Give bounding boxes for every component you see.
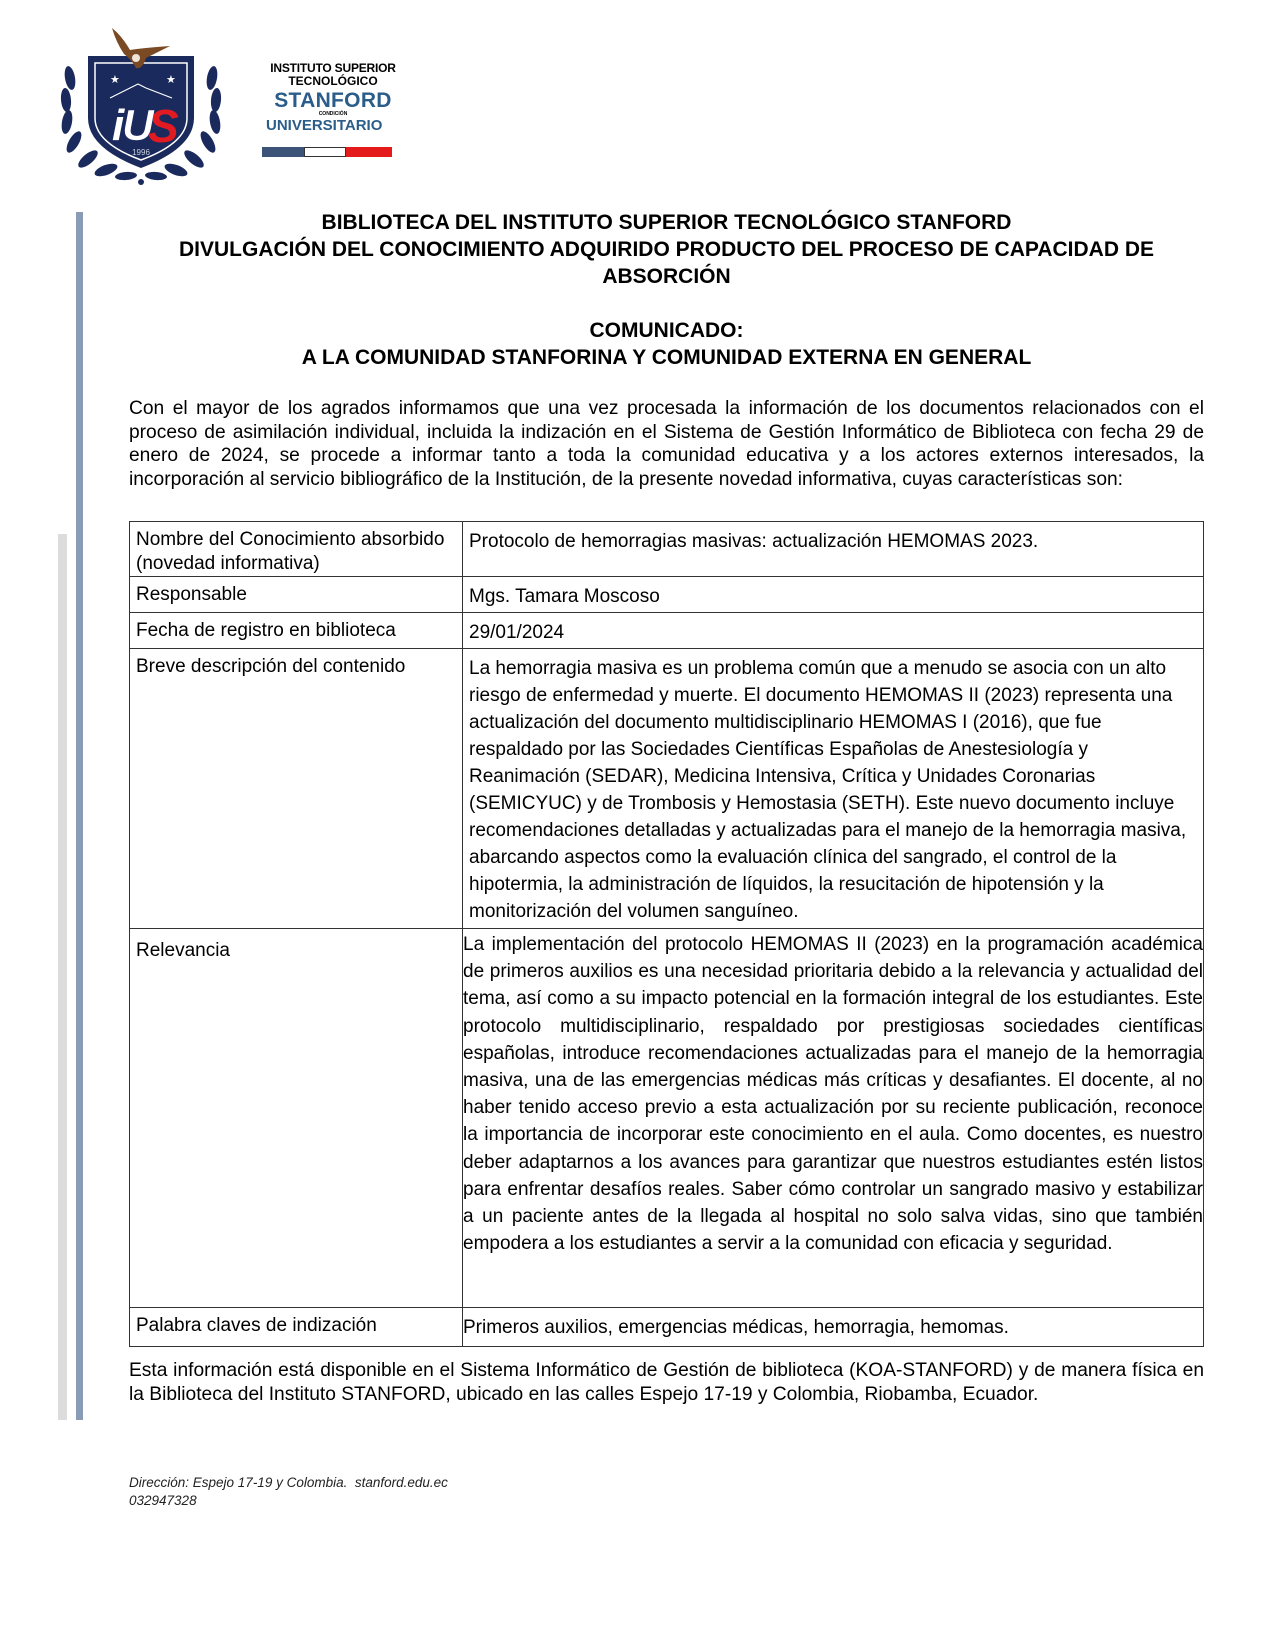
side-bar-blue	[76, 212, 83, 1420]
institution-brand	[258, 62, 408, 133]
brand-line-condition: CONDICIÓN	[318, 111, 348, 117]
document-headings	[129, 209, 1204, 371]
row-label: Fecha de registro en biblioteca	[130, 613, 463, 649]
comunicado-heading: COMUNICADO:	[589, 319, 744, 342]
flag-segment-red	[346, 147, 392, 157]
brand-line-institute: INSTITUTO SUPERIOR	[270, 61, 396, 75]
row-label: Responsable	[130, 577, 463, 613]
brand-color-bar	[262, 147, 392, 157]
table-row	[130, 929, 1204, 1308]
row-label: Nombre del Conocimiento absorbido (novedad informativa)	[130, 522, 463, 577]
svg-text:S: S	[148, 100, 179, 152]
title-line-2: DIVULGACIÓN DEL CONOCIMIENTO ADQUIRIDO PRODUCTO DEL PROCESO DE CAPACIDAD DE	[178, 238, 1154, 261]
footer-phone: 032947328	[129, 1493, 197, 1508]
footer-address: Dirección: Espejo 17-19 y Colombia. stanford.edu.ec	[129, 1475, 448, 1490]
institution-logo	[50, 18, 232, 188]
row-value: La hemorragia masiva es un problema común que a menudo se asocia con un alto riesgo de enfermedad y muerte. El documento HEMOMAS II (2023) representa una actualización del documento multidisciplinario HEMOMAS I (2016), que fue respaldado por las Sociedades Científicas Españolas de Anestesiología y Reanimación (SEDAR), Medicina Intensiva, Crítica y Unidades Coronarias (SEMICYUC) y de Trombosis y Hemostasia (SETH). Este nuevo documento incluye recomendaciones detalladas y actualizadas para el manejo de la hemorragia masiva, abarcando aspectos como la evaluación clínica del sangrado, el control de la hipotermia, la administración de líquidos, la resucitación de hipotensión y la monitorización del volumen sanguíneo.	[463, 649, 1204, 929]
row-label: Breve descripción del contenido	[130, 649, 463, 929]
knowledge-info-table	[129, 521, 1204, 1347]
title-line-3: ABSORCIÓN	[602, 265, 731, 288]
table-row	[130, 649, 1204, 929]
brand-line-stanford: STANFORD	[274, 89, 392, 112]
table-row	[130, 1308, 1204, 1347]
svg-text:1996: 1996	[132, 148, 150, 157]
row-value: Protocolo de hemorragias masivas: actualización HEMOMAS 2023.	[463, 522, 1204, 577]
side-bar-gray	[58, 534, 67, 1420]
table-row	[130, 522, 1204, 577]
row-value: Mgs. Tamara Moscoso	[463, 577, 1204, 613]
row-value: 29/01/2024	[463, 613, 1204, 649]
shield-logo-icon	[50, 18, 232, 188]
intro-paragraph: Con el mayor de los agrados informamos que una vez procesada la información de los documentos relacionados con el proceso de asimilación individual, incluida la indización en el Sistema de Gestión Informático de Biblioteca con fecha 29 de enero de 2024, se procede a informar tanto a toda la comunidad educativa y a los actores externos interesados, la incorporación al servicio bibliográfico de la Institución, de la presente novedad informativa, cuyas características son:	[129, 398, 1204, 490]
row-value: Primeros auxilios, emergencias médicas, hemorragia, hemomas.	[463, 1308, 1204, 1347]
table-row	[130, 577, 1204, 613]
row-label: Palabra claves de indización	[130, 1308, 463, 1347]
closing-paragraph: Esta información está disponible en el Sistema Informático de Gestión de biblioteca (KOA-STANFORD) y de manera física en la Biblioteca del Instituto STANFORD, ubicado en las calles Espejo 17-19 y Colombia, Riobamba, Ecuador.	[129, 1360, 1204, 1405]
svg-text:★: ★	[166, 73, 176, 86]
flag-segment-blue	[262, 147, 304, 157]
title-line-1: BIBLIOTECA DEL INSTITUTO SUPERIOR TECNOLÓGICO STANFORD	[321, 211, 1012, 234]
row-label: Relevancia	[130, 929, 463, 1308]
brand-line-university: UNIVERSITARIO	[266, 117, 383, 134]
svg-text:i: i	[112, 101, 125, 150]
brand-line-technological: TECNOLÓGICO	[288, 74, 378, 88]
svg-text:★: ★	[110, 73, 120, 86]
table-row	[130, 613, 1204, 649]
audience-heading: A LA COMUNIDAD STANFORINA Y COMUNIDAD EXTERNA EN GENERAL	[301, 346, 1032, 369]
page-footer	[129, 1474, 448, 1510]
flag-segment-white	[304, 147, 346, 157]
row-value: La implementación del protocolo HEMOMAS II (2023) en la programación académica de primeros auxilios es una necesidad prioritaria debido a la relevancia y actualidad del tema, así como a su impacto potencial en la formación integral de los estudiantes. Este protocolo multidisciplinario, respaldado por prestigiosas sociedades científicas españolas, introduce recomendaciones actualizadas para el manejo de la hemorragia masiva, una de las emergencias médicas más críticas y desafiantes. El docente, al no haber tenido acceso previo a esta actualización por su reciente publicación, reconoce la importancia de incorporar este conocimiento en el aula. Como docentes, es nuestro deber adaptarnos a los avances para garantizar que nuestros estudiantes estén listos para enfrentar desafíos reales. Saber cómo controlar un sangrado masivo y estabilizar a un paciente antes de la llegada al hospital no solo salva vidas, sino que también empodera a los estudiantes a servir a la comunidad con eficacia y seguridad.	[463, 929, 1204, 1308]
svg-text:U: U	[122, 101, 154, 150]
